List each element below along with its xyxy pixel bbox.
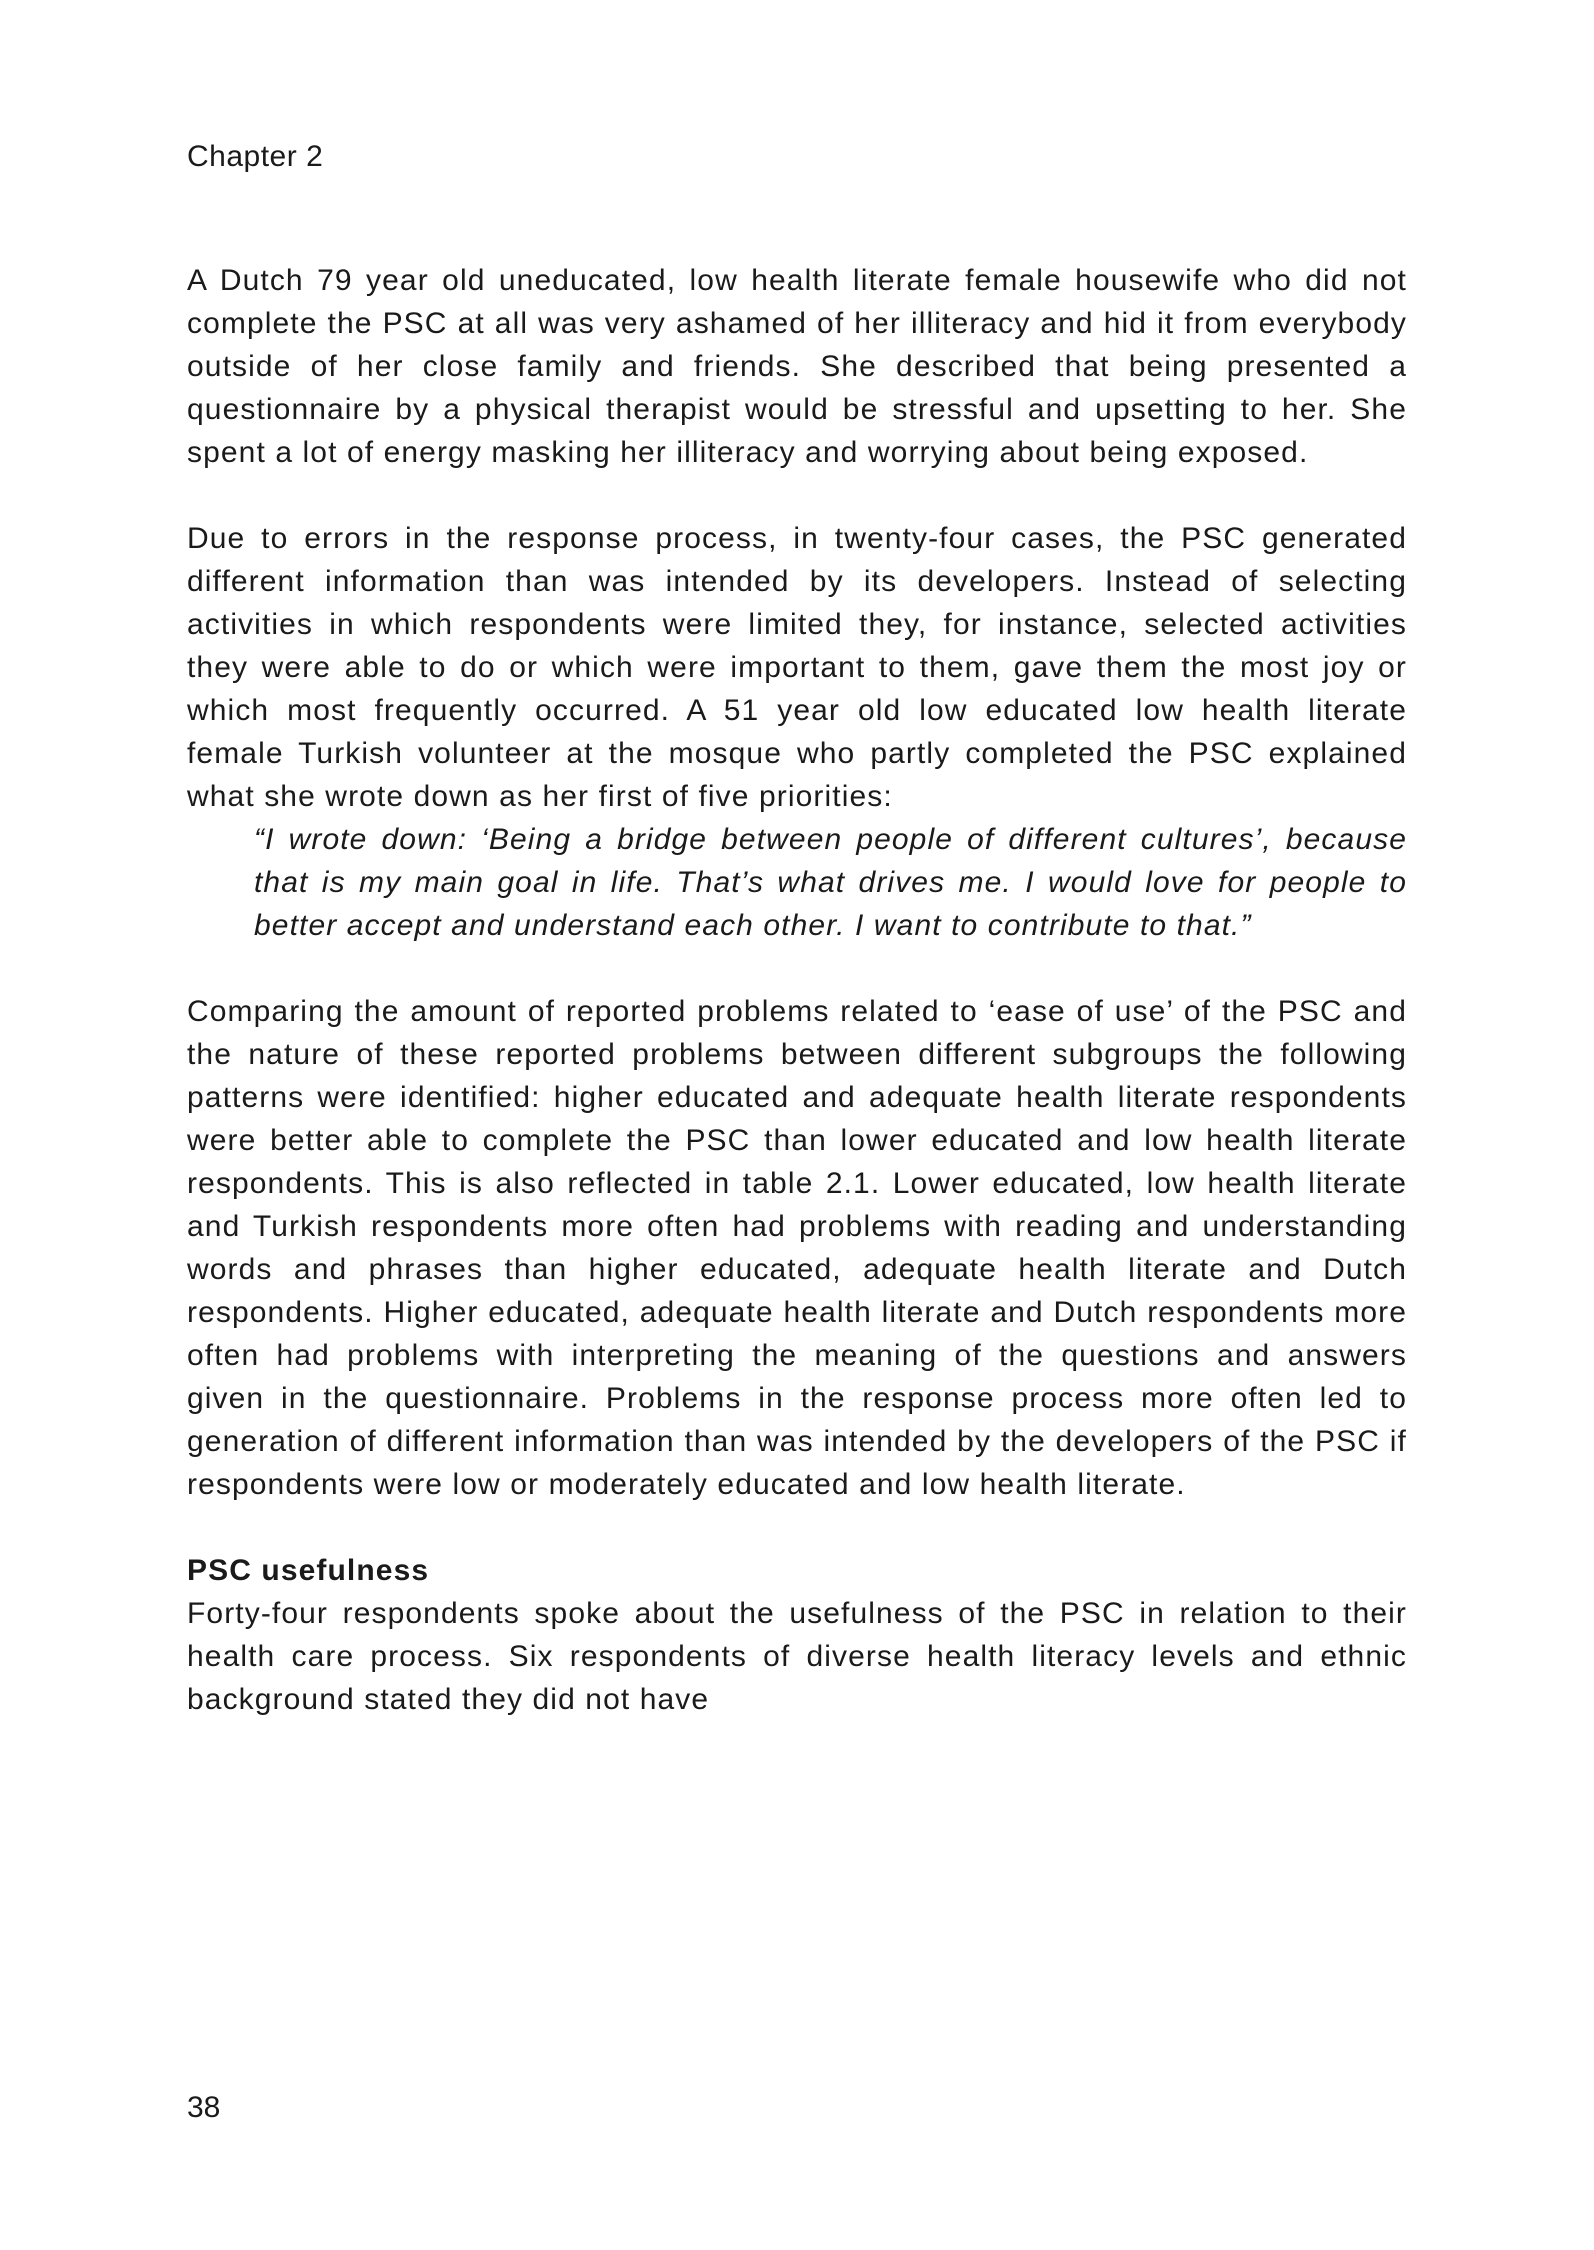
paragraph-dutch-housewife: A Dutch 79 year old uneducated, low health literate female housewife who did not complete the PSC at all was very ashamed of her illiteracy and hid it from everybody outside of her close family and friends. She described that being presented a questionnaire by a physical therapist would be stressful and upsetting to her. She spent a lot of energy masking her illiteracy and worrying about being exposed.: [187, 264, 1407, 469]
paragraph-psc-usefulness: Forty-four respondents spoke about the usefulness of the PSC in relation to their health care process. Six respondents of diverse health literacy levels and ethnic background stated they did not have: [187, 1597, 1407, 1716]
paragraph-subgroup-patterns: Comparing the amount of reported problems related to ‘ease of use’ of the PSC and the nature of these reported problems between different subgroups the following patterns were identified: higher educated and adequate health literate respondents were better able to complete the PSC than lower educated and low health literate respondents. This is also reflected in table 2.1. Lower educated, low health literate and Turkish respondents more often had problems with reading and understanding words and phrases than higher educated, adequate health literate and Dutch respondents. Higher educated, adequate health literate and Dutch respondents more often had problems with interpreting the meaning of the questions and answers given in the questionnaire. Problems in the response process more often led to generation of different information than was intended by the developers of the PSC if respondents were low or moderately educated and low health literate.: [187, 995, 1407, 1501]
running-head: Chapter 2: [187, 140, 324, 173]
page-number: 38: [187, 2091, 221, 2124]
paragraph-response-errors: Due to errors in the response process, in twenty-four cases, the PSC generated different information than was intended by its developers. Instead of selecting activities in which respondents were limited they, for instance, selected activities they were able to do or which were important to them, gave them the most joy or which most frequently occurred. A 51 year old low educated low health literate female Turkish volunteer at the mosque who partly completed the PSC explained what she wrote down as her first of five priorities:: [187, 522, 1407, 813]
body-text: [187, 259, 1407, 1721]
respondent-quote: “I wrote down: ‘Being a bridge between people of different cultures’, because that is my main goal in life. That’s what drives me. I would love for people to better accept and understand each other. I want to contribute to that.”: [254, 823, 1407, 942]
section-heading-psc-usefulness: PSC usefulness: [187, 1554, 430, 1587]
